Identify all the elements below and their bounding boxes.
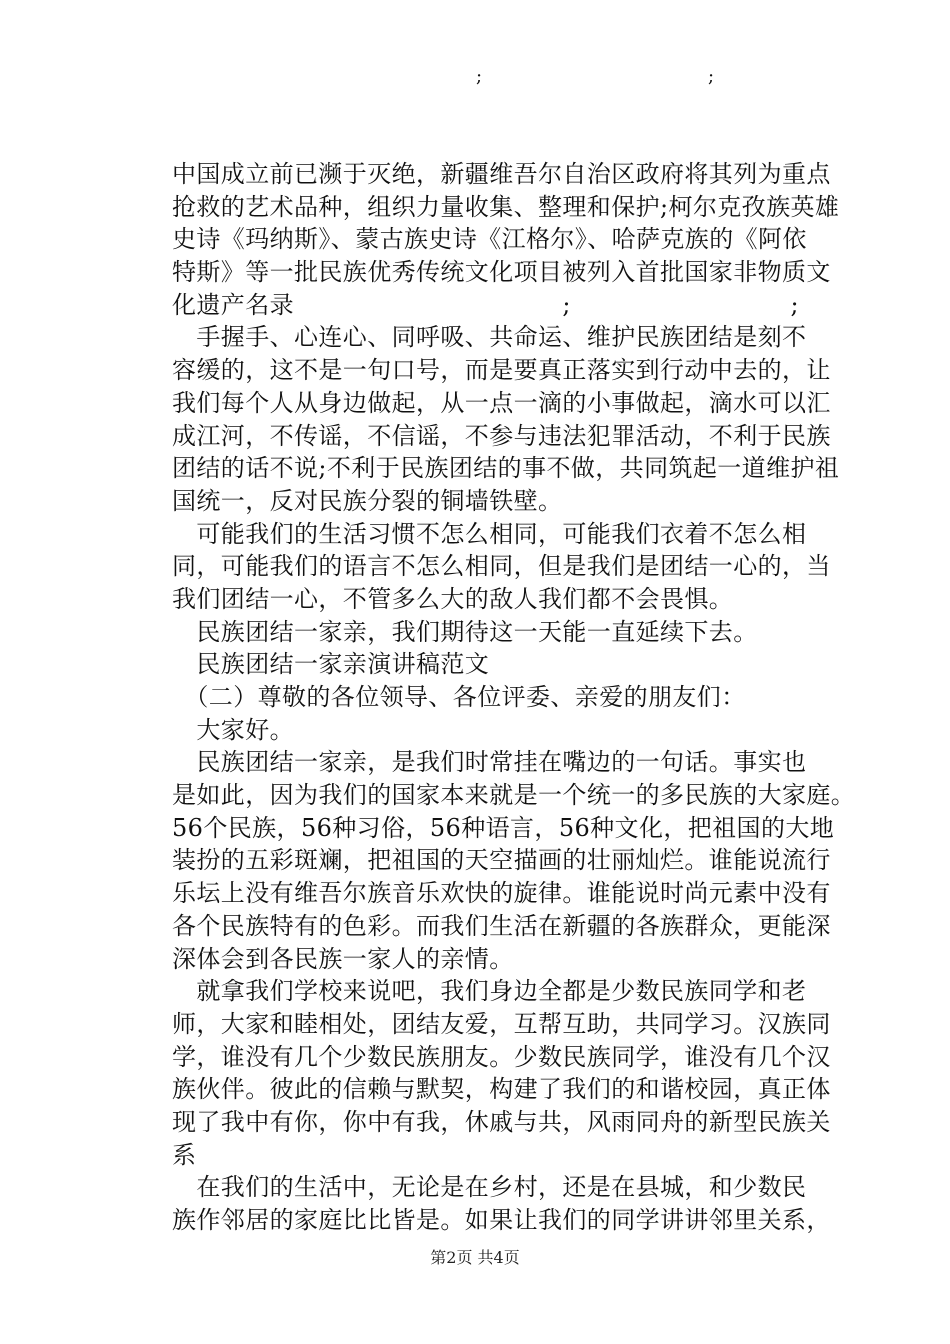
text-line: （二）尊敬的各位领导、各位评委、亲爱的朋友们：	[172, 683, 746, 711]
text-line: 抢救的艺术品种，组织力量收集、整理和保护;柯尔克孜族英雄	[172, 192, 840, 221]
paragraph	[172, 648, 784, 681]
text-line: 可能我们的生活习惯不怎么相同，可能我们衣着不怎么相	[172, 519, 807, 548]
paragraph	[172, 975, 831, 1171]
paragraph	[172, 714, 784, 747]
text-line: 史诗《玛纳斯》、蒙古族史诗《江格尔》、哈萨克族的《阿依	[172, 225, 807, 254]
text-line: 系	[172, 1140, 197, 1169]
header-marks	[174, 66, 776, 88]
header-mark: ;	[476, 66, 483, 87]
text-line: 各个民族特有的色彩。而我们生活在新疆的各族群众，更能深	[172, 911, 831, 940]
text-line: 民族团结一家亲，是我们时常挂在嘴边的一句话。事实也	[172, 748, 807, 777]
text-line: 手握手、心连心、同呼吸、共命运、维护民族团结是刻不	[172, 323, 807, 352]
page-footer: 第2页 共4页	[430, 1248, 520, 1267]
text-line: 我们团结一心，不管多么大的敌人我们都不会畏惧。	[172, 584, 734, 613]
paragraph	[172, 518, 831, 616]
text-line: 我们每个人从身边做起，从一点一滴的小事做起，滴水可以汇	[172, 388, 831, 417]
text-line: 师，大家和睦相处，团结友爱，互帮互助，共同学习。汉族同	[172, 1009, 831, 1038]
paragraph	[172, 616, 784, 649]
text-line: 就拿我们学校来说吧，我们身边全都是少数民族同学和老	[172, 977, 807, 1006]
text-line: 民族团结一家亲演讲稿范文	[172, 650, 490, 679]
text-line: 乐坛上没有维吾尔族音乐欢快的旋律。谁能说时尚元素中没有	[172, 879, 831, 908]
paragraph	[172, 158, 840, 321]
paragraph	[172, 681, 784, 714]
text-line: 民族团结一家亲，我们期待这一天能一直延续下去。	[172, 617, 758, 646]
header-mark: ;	[708, 66, 715, 87]
text-line: 深体会到各民族一家人的亲情。	[172, 944, 514, 973]
text-line: 同，可能我们的语言不怎么相同，但是我们是团结一心的，当	[172, 552, 831, 581]
document-body	[172, 158, 856, 1237]
text-line: 化遗产名录 ; ;	[172, 290, 799, 319]
text-line: 特斯》等一批民族优秀传统文化项目被列入首批国家非物质文	[172, 258, 831, 287]
text-line: 中国成立前已濒于灭绝，新疆维吾尔自治区政府将其列为重点	[172, 160, 831, 188]
paragraph	[172, 321, 840, 517]
text-line: 族作邻居的家庭比比皆是。如果让我们的同学讲讲邻里关系，	[172, 1206, 831, 1234]
text-line: 在我们的生活中，无论是在乡村，还是在县城，和少数民	[172, 1173, 807, 1202]
text-line: 成江河，不传谣，不信谣，不参与违法犯罪活动，不利于民族	[172, 421, 831, 450]
text-line: 族伙伴。彼此的信赖与默契，构建了我们的和谐校园，真正体	[172, 1075, 831, 1104]
text-line: 装扮的五彩斑斓，把祖国的天空描画的壮丽灿烂。谁能说流行	[172, 846, 831, 875]
paragraph	[172, 1171, 831, 1236]
text-line: 现了我中有你，你中有我，休戚与共，风雨同舟的新型民族关	[172, 1107, 831, 1136]
text-line: 容缓的，这不是一句口号，而是要真正落实到行动中去的，让	[172, 356, 831, 385]
text-line: 56个民族，56种习俗，56种语言，56种文化，把祖国的大地	[172, 813, 835, 842]
text-line: 是如此，因为我们的国家本来就是一个统一的多民族的大家庭。	[172, 781, 856, 810]
text-line: 学，谁没有几个少数民族朋友。少数民族同学，谁没有几个汉	[172, 1042, 831, 1071]
paragraph	[172, 746, 856, 975]
text-line: 团结的话不说;不利于民族团结的事不做，共同筑起一道维护祖	[172, 454, 840, 483]
text-line: 大家好。	[172, 715, 294, 744]
text-line: 国统一，反对民族分裂的铜墙铁壁。	[172, 486, 563, 515]
